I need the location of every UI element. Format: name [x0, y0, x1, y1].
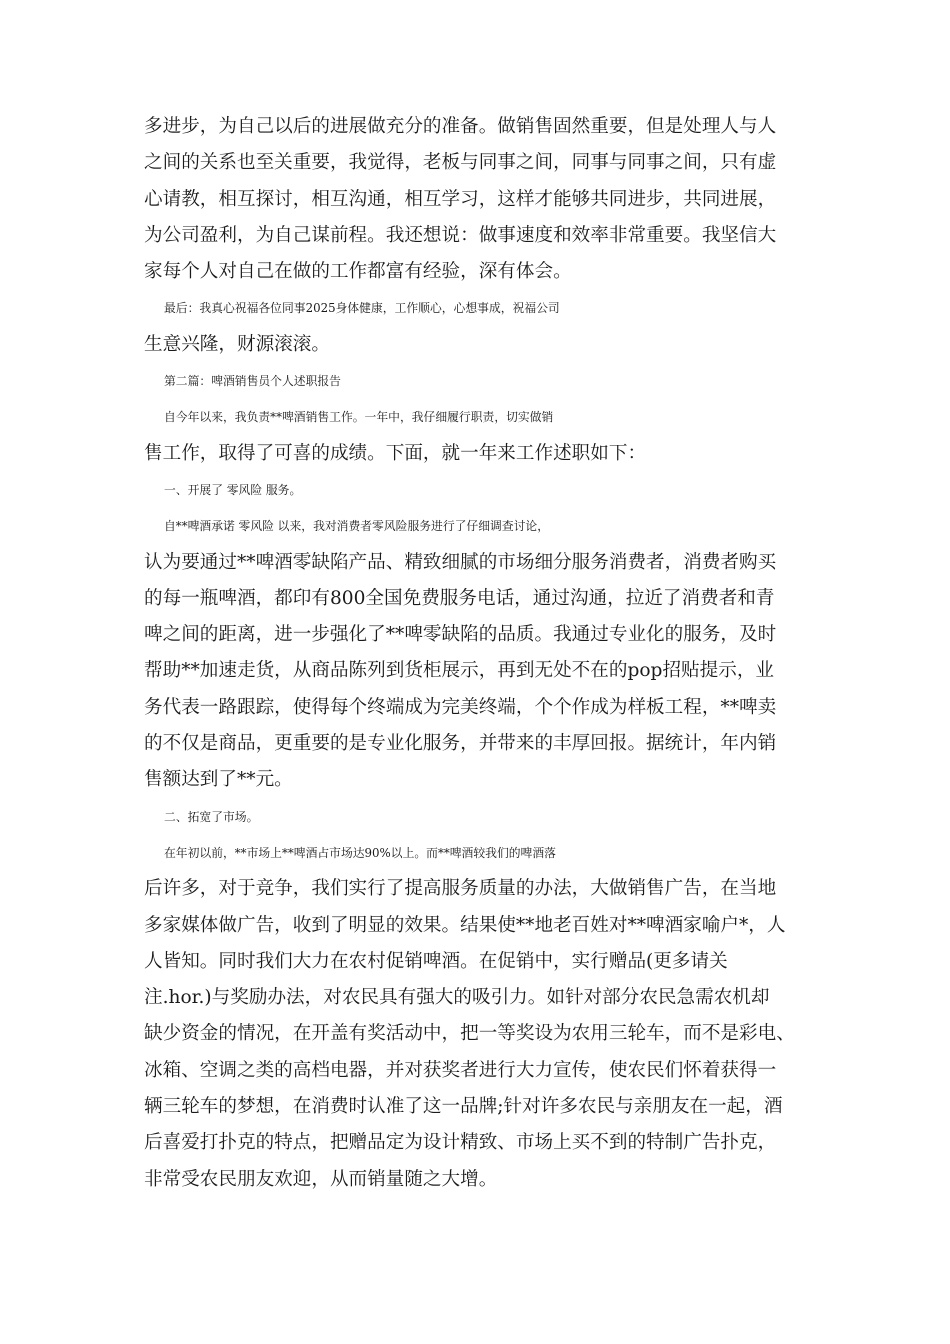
text-line: 后许多，对于竞争，我们实行了提高服务质量的办法，大做销售广告，在当地	[144, 878, 777, 900]
text-line: 冰箱、空调之类的高档电器，并对获奖者进行大力宣传，使农民们怀着获得一	[144, 1059, 777, 1081]
text-line: 缺少资金的情况，在开盖有奖活动中，把一等奖设为农用三轮车，而不是彩电、	[144, 1023, 795, 1045]
text-line: 为公司盈利，为自己谋前程。我还想说：做事速度和效率非常重要。我坚信大	[144, 224, 777, 246]
text-line: 自今年以来，我负责**啤酒销售工作。一年中，我仔细履行职责，切实做销	[164, 410, 554, 425]
text-line: 之间的关系也至关重要，我觉得，老板与同事之间，同事与同事之间，只有虚	[144, 152, 777, 174]
text-line: 第二篇：啤酒销售员个人述职报告	[164, 374, 341, 389]
text-line: 一、开展了 零风险 服务。	[164, 482, 302, 497]
document-body	[144, 109, 816, 1198]
text-line: 二、拓宽了市场。	[164, 809, 259, 824]
text-line: 自**啤酒承诺 零风险 以来，我对消费者零风险服务进行了仔细调查讨论，	[164, 519, 550, 534]
text-line: 人皆知。同时我们大力在农村促销啤酒。在促销中，实行赠品(更多请关	[144, 950, 728, 972]
text-line: 多进步，为自己以后的进展做充分的准备。做销售固然重要，但是处理人与人	[144, 116, 777, 137]
text-line: 的每一瓶啤酒，都印有800全国免费服务电话，通过沟通，拉近了消费者和青	[144, 587, 775, 609]
text-line: 售工作，取得了可喜的成绩。下面，就一年来工作述职如下：	[144, 442, 647, 464]
text-line: 售额达到了**元。	[144, 769, 293, 791]
text-line: 帮助**加速走货，从商品陈列到货柜展示，再到无处不在的pop招贴提示，业	[144, 660, 775, 682]
text-line: 后喜爱打扑克的特点，把赠品定为设计精致、市场上买不到的特制广告扑克，	[144, 1132, 777, 1154]
text-line: 在年初以前，**市场上**啤酒占市场达90%以上。而**啤酒较我们的啤酒落	[164, 845, 556, 860]
text-line: 家每个人对自己在做的工作都富有经验，深有体会。	[144, 261, 572, 283]
text-line: 的不仅是商品，更重要的是专业化服务，并带来的丰厚回报。据统计，年内销	[144, 733, 777, 755]
text-line: 生意兴隆，财源滚滚。	[144, 333, 330, 355]
text-line: 务代表一路跟踪，使得每个终端成为完美终端，个个作成为样板工程，**啤卖	[144, 696, 777, 718]
text-line: 认为要通过**啤酒零缺陷产品、精致细腻的市场细分服务消费者，消费者购买	[144, 551, 777, 573]
text-line: 心请教，相互探讨，相互沟通，相互学习，这样才能够共同进步，共同进展，	[144, 188, 777, 210]
text-line: 多家媒体做广告，收到了明显的效果。结果使**地老百姓对**啤酒家喻户*，人	[144, 914, 786, 936]
text-line: 辆三轮车的梦想，在消费时认准了这一品牌;针对许多农民与亲朋友在一起，酒	[144, 1096, 783, 1118]
text-line: 注.hor.)与奖励办法，对农民具有强大的吸引力。如针对部分农民急需农机却	[144, 987, 770, 1009]
text-line: 啤之间的距离，进一步强化了**啤零缺陷的品质。我通过专业化的服务，及时	[144, 624, 777, 646]
text-line: 非常受农民朋友欢迎，从而销量随之大增。	[144, 1168, 498, 1190]
text-line: 最后：我真心祝福各位同事2025身体健康，工作顺心，心想事成，祝福公司	[164, 301, 560, 316]
